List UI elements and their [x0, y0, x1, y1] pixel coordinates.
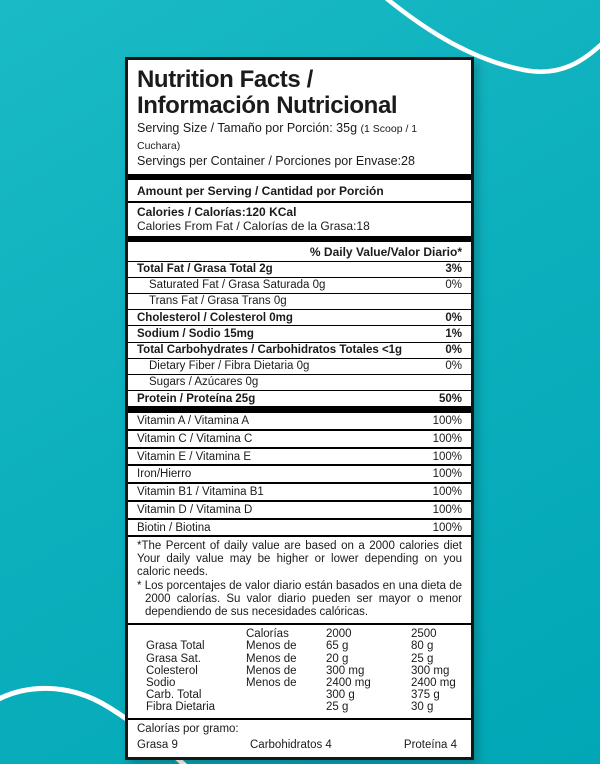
- table-cell: Fibra Dietaria: [146, 701, 216, 714]
- calories-section: [128, 203, 471, 236]
- vitamin-label: Vitamin D / Vitamina D: [137, 503, 253, 516]
- nutrient-label: Total Carbohydrates / Carbohidratos Totales <1g: [137, 344, 403, 357]
- table-cell: Colesterol: [146, 664, 198, 677]
- vitamin-label: Vitamin E / Vitamina E: [137, 450, 251, 463]
- nutrient-daily-value: 3%: [445, 263, 462, 275]
- calories-per-gram-item: Carbohidratos 4: [250, 738, 332, 751]
- table-cell: Sodio: [146, 677, 176, 690]
- nutrient-daily-value: 50%: [438, 392, 462, 405]
- table-cell: Menos de: [246, 677, 297, 690]
- nutrient-label: Total Fat / Grasa Total 2g: [137, 263, 273, 275]
- table-cell: 375 g: [411, 689, 440, 702]
- table-cell: 300 g: [326, 689, 355, 702]
- nutrient-row: [128, 310, 471, 326]
- calories-per-gram-title: Calorías por gramo:: [137, 722, 239, 735]
- calories-per-gram-item: Grasa 9: [137, 738, 178, 751]
- vitamin-row: [128, 466, 471, 484]
- vitamin-daily-value: 100%: [432, 433, 462, 446]
- vitamin-label: Vitamin C / Vitamina C: [137, 433, 253, 446]
- nutrient-row: [128, 391, 471, 407]
- table-cell: 300 mg: [326, 664, 365, 677]
- daily-value-table: [128, 623, 471, 717]
- table-row: [128, 640, 471, 652]
- table-row: [128, 653, 471, 665]
- nutrient-row: [128, 375, 471, 391]
- nutrient-label: Dietary Fiber / Fibra Dietaria 0g: [149, 360, 310, 373]
- title-line-1: Nutrition Facts /: [137, 66, 313, 93]
- table-header-cell: 2500: [411, 628, 437, 641]
- table-header-cell: 2000: [326, 628, 352, 641]
- vitamin-label: Vitamin B1 / Vitamina B1: [137, 486, 264, 499]
- vitamin-rows: [128, 413, 471, 535]
- nutrient-row: [128, 294, 471, 310]
- nutrient-daily-value: 0%: [445, 360, 462, 373]
- vitamin-daily-value: 100%: [432, 450, 462, 463]
- vitamin-daily-value: 100%: [432, 486, 462, 499]
- table-cell: 80 g: [411, 640, 434, 653]
- vitamin-row: [128, 449, 471, 467]
- table-body: [128, 640, 471, 713]
- servings-per-container-line: Servings per Container / Porciones por Envase:28: [137, 154, 415, 168]
- vitamin-label: Biotin / Biotina: [137, 521, 211, 534]
- table-row: [128, 677, 471, 689]
- footnotes: [128, 535, 471, 623]
- vitamin-row: [128, 520, 471, 536]
- table-cell: 25 g: [411, 652, 434, 665]
- nutrient-daily-value: 0%: [445, 311, 462, 324]
- table-row: [128, 665, 471, 677]
- table-cell: Menos de: [246, 664, 297, 677]
- calories-per-gram-row: [137, 739, 462, 752]
- nutrient-daily-value: 1%: [445, 327, 462, 340]
- table-cell: 25 g: [326, 701, 349, 714]
- calories-line: Calories / Calorías:120 KCal: [137, 204, 297, 219]
- vitamin-row: [128, 502, 471, 520]
- vitamin-daily-value: 100%: [432, 503, 462, 516]
- nutrition-label: [125, 57, 474, 760]
- table-cell: Grasa Sat.: [146, 652, 201, 665]
- table-cell: 20 g: [326, 652, 349, 665]
- footnote-english: *The Percent of daily value are based on a 2000 calories diet Your daily value may be higher or lower depending on you caloric needs.: [137, 540, 462, 579]
- table-cell: 65 g: [326, 640, 349, 653]
- calories-per-gram-item: Proteína 4: [403, 738, 457, 751]
- vitamin-row: [128, 431, 471, 449]
- daily-value-header: % Daily Value/Valor Diario*: [128, 242, 471, 262]
- calories-from-fat-line: Calories From Fat / Calorías de la Grasa:18: [137, 218, 370, 233]
- nutrient-row: [128, 326, 471, 342]
- table-cell: Menos de: [246, 640, 297, 653]
- nutrient-label: Trans Fat / Grasa Trans 0g: [149, 295, 287, 308]
- table-row: [128, 701, 471, 713]
- table-cell: Menos de: [246, 652, 297, 665]
- nutrient-row: [128, 343, 471, 359]
- table-cell: 2400 mg: [326, 677, 371, 690]
- vitamin-row: [128, 484, 471, 502]
- nutrient-label: Sodium / Sodio 15mg: [137, 327, 254, 340]
- nutrient-rows: [128, 262, 471, 408]
- vitamin-label: Vitamin A / Vitamina A: [137, 415, 250, 428]
- table-cell: 300 mg: [411, 664, 450, 677]
- nutrient-label: Sugars / Azúcares 0g: [149, 376, 259, 389]
- table-cell: [246, 689, 326, 701]
- table-cell: 2400 mg: [411, 677, 456, 690]
- nutrient-label: Protein / Proteína 25g: [137, 392, 256, 405]
- table-header-row: [128, 628, 471, 640]
- table-cell: Grasa Total: [146, 640, 205, 653]
- nutrient-daily-value: 0%: [445, 279, 462, 292]
- vitamin-row: [128, 413, 471, 431]
- nutrient-row: [128, 359, 471, 375]
- serving-size-note: (1 Scoop / 1 Cuchara): [137, 123, 418, 152]
- calories-per-gram: [128, 718, 471, 757]
- vitamin-daily-value: 100%: [432, 521, 462, 534]
- table-cell: 30 g: [411, 701, 434, 714]
- nutrient-label: Cholesterol / Colesterol 0mg: [137, 311, 293, 324]
- table-cell: Carb. Total: [146, 689, 202, 702]
- serving-size-text: Serving Size / Tamaño por Porción: 35g: [137, 121, 358, 135]
- nutrient-row: [128, 262, 471, 278]
- title-line-2: Información Nutricional: [137, 91, 398, 119]
- label-title: [128, 60, 471, 121]
- amount-per-serving: Amount per Serving / Cantidad por Porción: [128, 180, 471, 203]
- vitamin-daily-value: 100%: [432, 468, 462, 481]
- nutrient-daily-value: 0%: [445, 344, 462, 357]
- table-header-cell: [146, 628, 246, 640]
- footnote-spanish: * Los porcentajes de valor diario están basados en una dieta de 2000 calorías. Su valor diario pueden ser mayor o menor dependiendo de sus necesidades calóricas.: [137, 580, 462, 619]
- nutrient-label: Saturated Fat / Grasa Saturada 0g: [149, 279, 326, 292]
- serving-size-line: [128, 121, 471, 154]
- table-cell: [246, 701, 326, 713]
- nutrient-row: [128, 278, 471, 294]
- vitamin-daily-value: 100%: [432, 415, 462, 428]
- table-header-cell: Calorías: [246, 628, 289, 641]
- label-header: [128, 60, 471, 174]
- table-row: [128, 689, 471, 701]
- vitamin-label: Iron/Hierro: [137, 468, 192, 481]
